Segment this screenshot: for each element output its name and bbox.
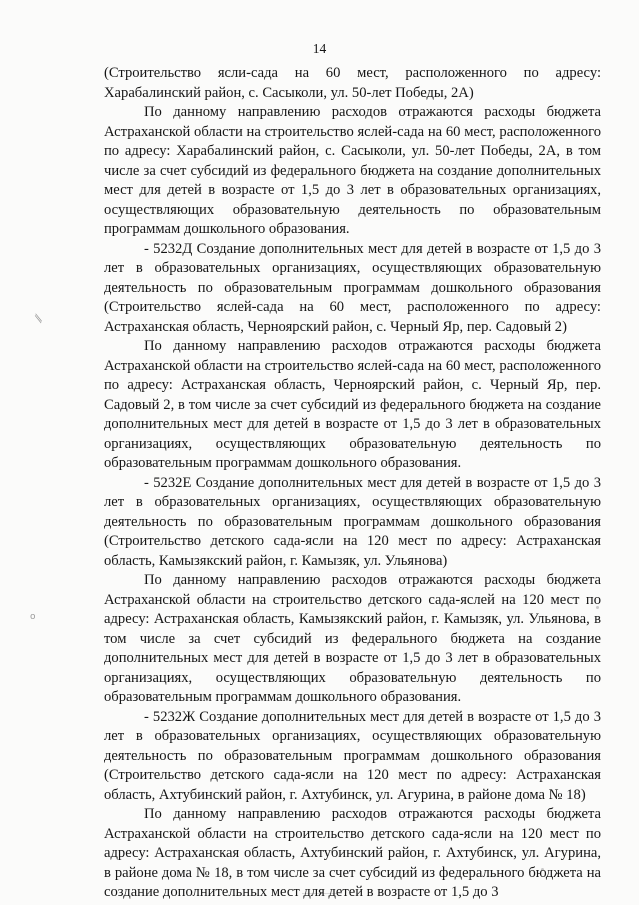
paragraph-continuation: (Строительство ясли-сада на 60 мест, расположенного по адресу: Харабалинский район, с. Сасыколи, ул. 50-лет Победы, 2А) [104,65,601,101]
margin-scan-mark: o [30,612,36,622]
budget-item-5232zh: - 5232Ж Создание дополнительных мест для детей в возрасте от 1,5 до 3 лет в образовательных организациях, осуществляющих образовательную деятельность по образовательным программам дошкольного образования (Строительство детского сада-ясли на 120 мест по адресу: Астраханская область, Ахтубинский район, г. Ахтубинск, ул. Агурина, в районе дома № 18) [104,708,601,803]
paragraph: По данному направлению расходов отражаются расходы бюджета Астраханской области на строительство детского сада-ясли на 120 мест по адресу: Астраханская область, Ахтубинский район, г. Ахтубинск, ул. Агурина, в районе дома № 18, в том числе за счет субсидий из федерального бюджета на создание дополнительных мест для детей в возрасте от 1,5 до 3 [104,806,601,900]
budget-item-5232d: - 5232Д Создание дополнительных мест для детей в возрасте от 1,5 до 3 лет в образовательных организациях, осуществляющих образовательную деятельность по образовательным программам дошкольного образования (Строительство яслей-сада на 60 мест, расположенного по адресу: Астраханская область, Черноярский район, с. Черный Яр, пер. Садовый 2) [104,240,601,335]
paragraph: По данному направлению расходов отражаются расходы бюджета Астраханской области на строительство детского сада-яслей на 120 мест по адресу: Астраханская область, Камызякский район, г. Камызяк, ул. Ульянова, в том числе за счет субсидий из федерального бюджета на создание дополнительных мест для детей в возрасте от 1,5 до 3 лет в образовательных организациях, осуществляющих образовательную деятельность по образовательным программам дошкольного образования. [104,572,601,705]
paragraph: По данному направлению расходов отражаются расходы бюджета Астраханской области на строительство яслей-сада на 60 мест, расположенного по адресу: Харабалинский район, с. Сасыколи, ул. 50-лет Победы, 2А, в том числе за счет субсидий из федерального бюджета на создание дополнительных мест для детей в возрасте от 1,5 до 3 лет в образовательных организациях, осуществляющих образовательную деятельность по образовательным программам дошкольного образования. [104,104,601,237]
paragraph: По данному направлению расходов отражаются расходы бюджета Астраханской области на строительство яслей-сада на 60 мест, расположенного по адресу: Астраханская область, Черноярский район, с. Черный Яр, пер. Садовый 2, в том числе за счет субсидий из федерального бюджета на создание дополнительных мест для детей в возрасте от 1,5 до 3 лет в образовательных организациях, осуществляющих образовательную деятельность по образовательным программам дошкольного образования. [104,338,601,471]
margin-pencil-mark: ⁄⁄ [32,314,46,323]
document-body [104,64,601,903]
budget-item-5232e: - 5232Е Создание дополнительных мест для детей в возрасте от 1,5 до 3 лет в образовательных организациях, осуществляющих образовательную деятельность по образовательным программам дошкольного образования (Строительство детского сада-ясли на 120 мест по адресу: Астраханская область, Камызякский район, г. Камызяк, ул. Ульянова) [104,474,601,569]
page-number: 14 [312,41,327,56]
